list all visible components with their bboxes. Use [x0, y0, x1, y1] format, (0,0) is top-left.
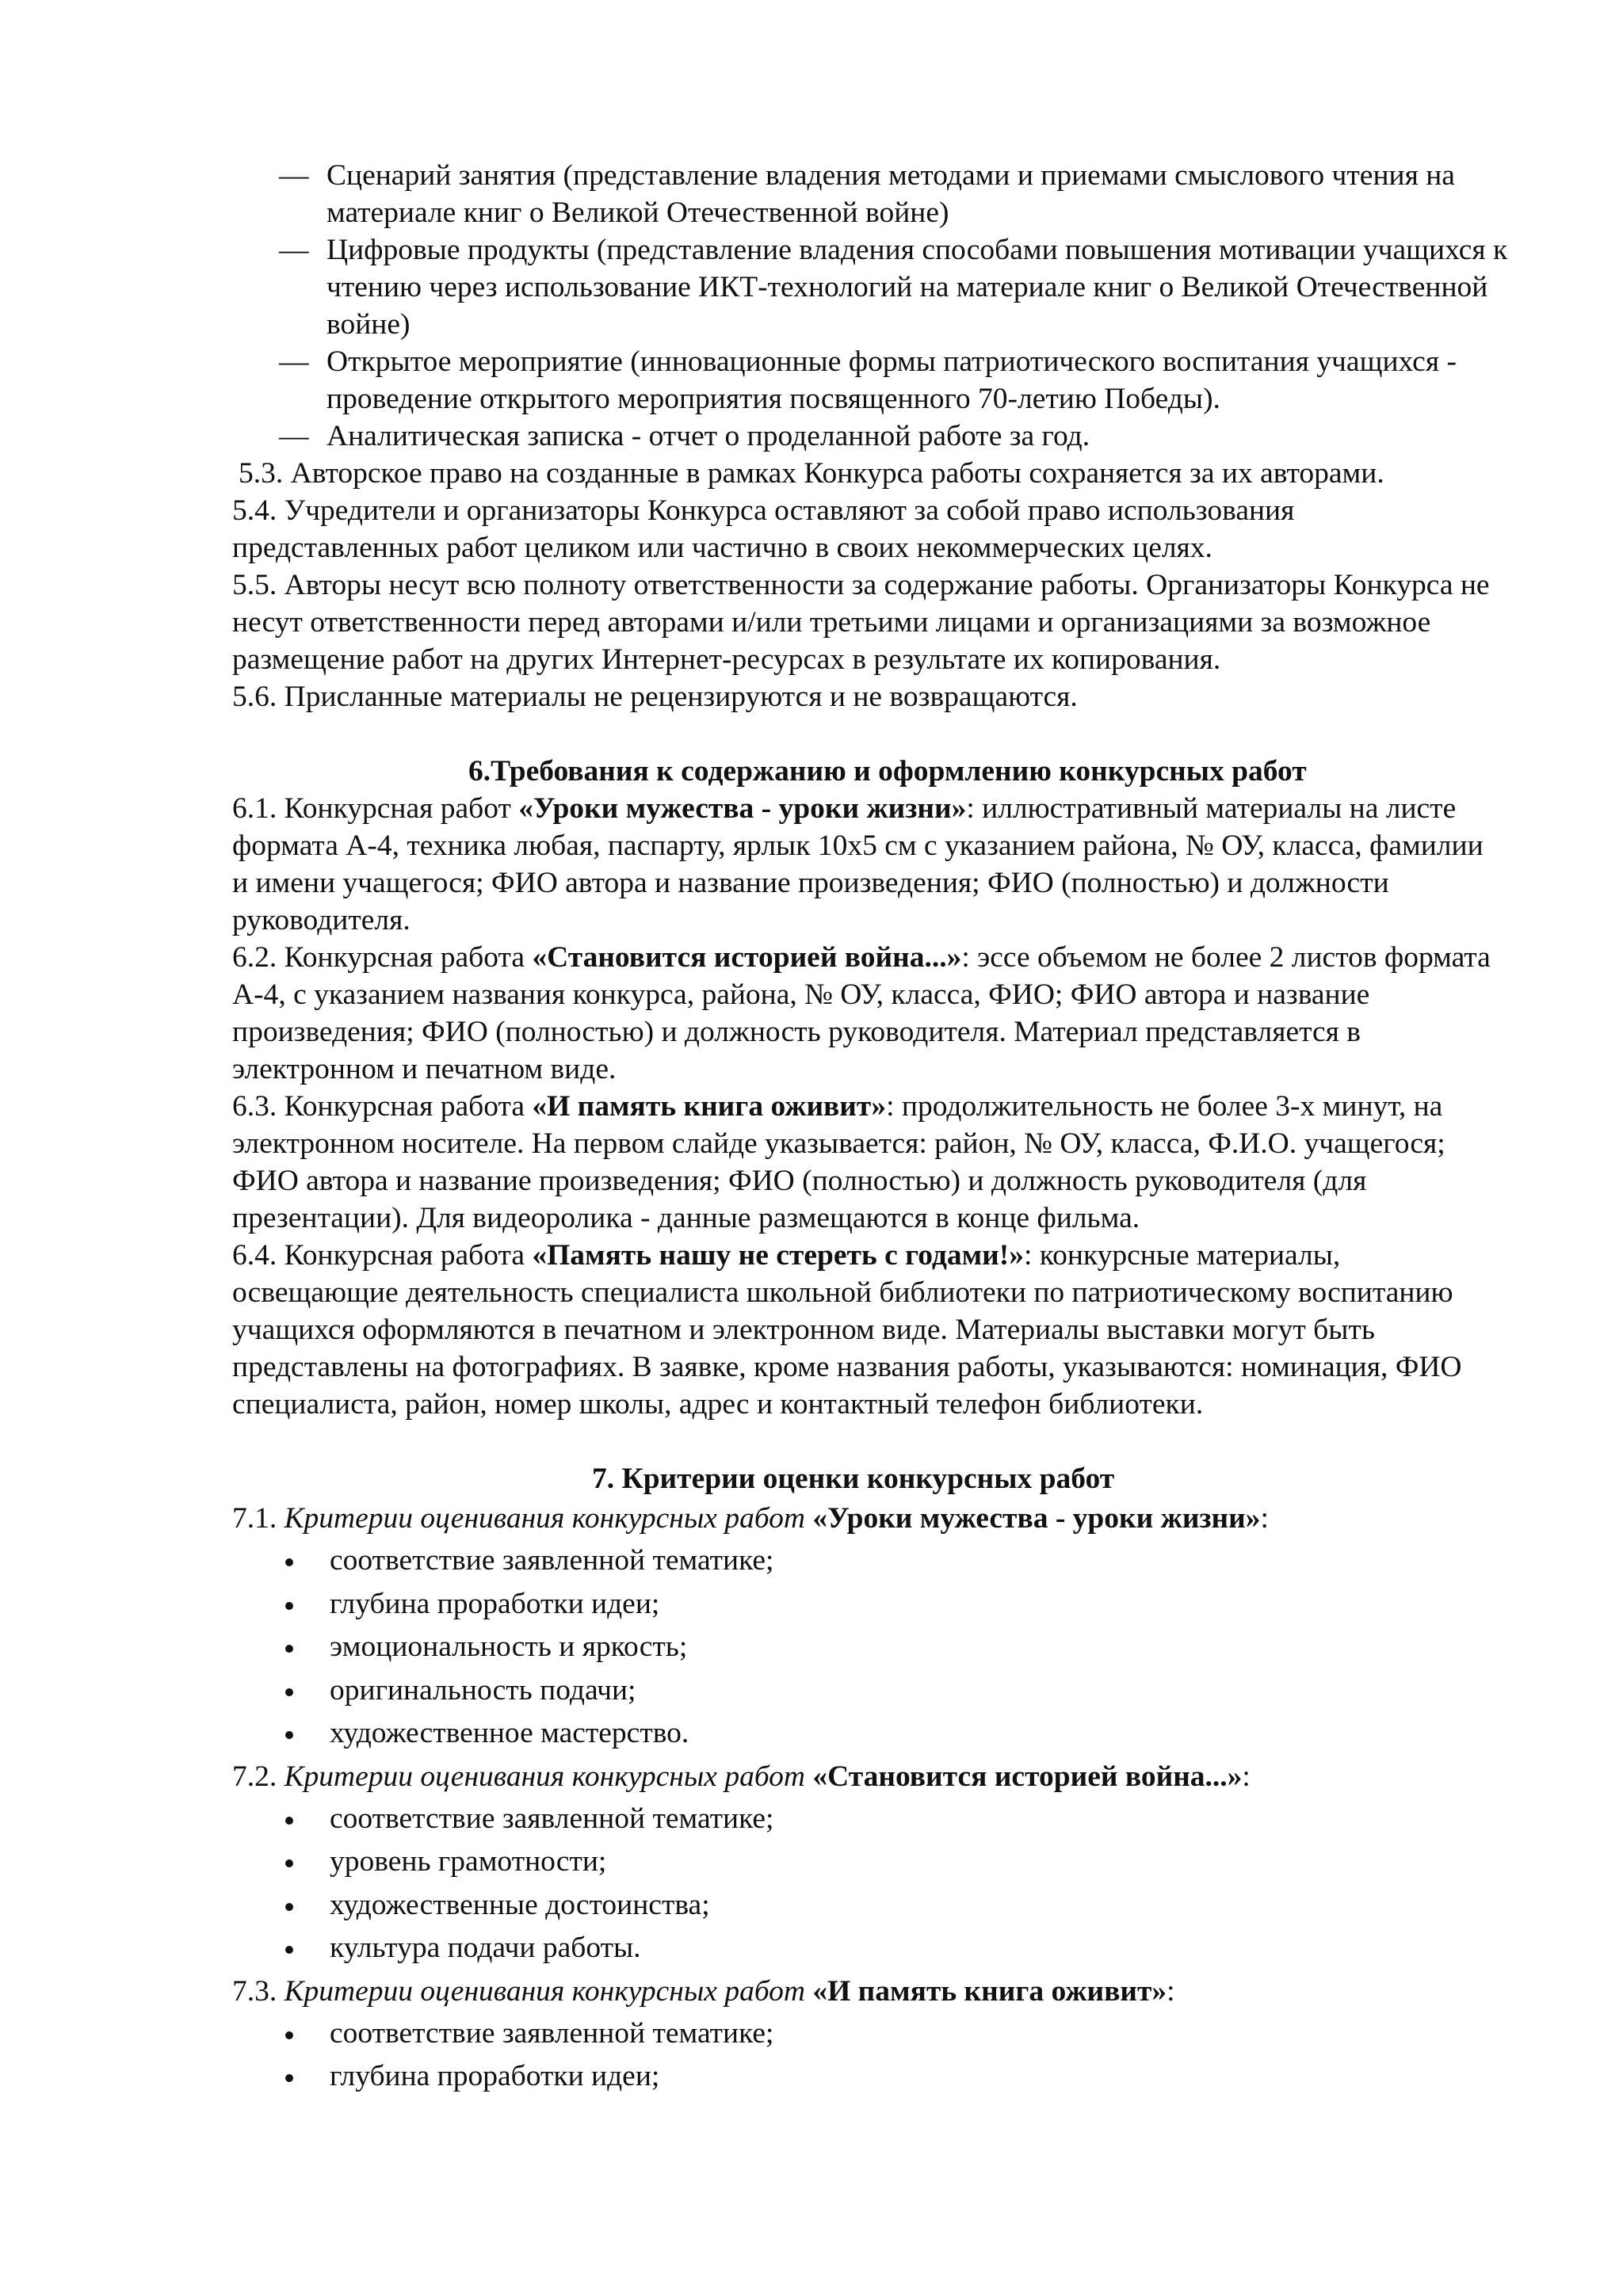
p62-prefix: 6.2. Конкурсная работа: [232, 941, 533, 974]
list-item: [0, 343, 1515, 418]
p64-text: : конкурсные материалы, освещающие деятельность специалиста школьной библиотеки по патриотическому воспитанию учащихся оформляются в печатном и электронном виде. Материалы выставки могут быть представлены на фотографиях. В заявке, кроме названия работы, указываются: номинация, ФИО специалиста, район, номер школы, адрес и контактный телефон библиотеки.: [232, 1239, 1462, 1421]
paragraph-5-3: 5.3. Авторское право на созданные в рамках Конкурса работы сохраняется за их авторами.: [239, 457, 1384, 490]
c71-title: «Уроки мужества - уроки жизни»: [812, 1502, 1261, 1535]
list-item-text: Цифровые продукты (представление владения способами повышения мотивации учащихся к чтению через использование ИКТ-технологий на материале книг о Великой Отечественной войне): [327, 234, 1508, 341]
bullet-icon: [285, 2074, 293, 2082]
bullet-icon: [285, 1602, 293, 1610]
spacer: [0, 1423, 1623, 1460]
criteria-7-3-title: [0, 1970, 1623, 2012]
bullet-icon: [285, 1903, 293, 1911]
list-item-text: глубина проработки идеи;: [330, 2060, 660, 2092]
bullet-icon: [285, 1946, 293, 1954]
p64-title: «Память нашу не стереть с годами!»: [532, 1239, 1024, 1272]
p61-prefix: 6.1. Конкурсная работ: [232, 792, 519, 825]
paragraph-6-2: [0, 939, 1500, 1088]
list-item-text: художественное мастерство.: [330, 1717, 689, 1749]
list-item-text: оригинальность подачи;: [330, 1673, 636, 1707]
bullet-icon: [285, 1558, 293, 1566]
list-item: [0, 1669, 1623, 1713]
list-item-text: культура подачи работы.: [330, 1932, 641, 1964]
list-item-text: соответствие заявленной тематике;: [330, 2016, 774, 2050]
paragraph-5-4: 5.4. Учредители и организаторы Конкурса оставляют за собой право использования представленных работ целиком или частично в своих некоммерческих целях.: [232, 494, 1295, 564]
list-item: [0, 1712, 1623, 1756]
dash-marker: —: [279, 159, 309, 192]
list-item: [0, 2055, 1623, 2099]
list-item-text: уровень грамотности;: [330, 1845, 607, 1878]
list-item-text: Открытое мероприятие (инновационные формы патриотического воспитания учащихся - проведение открытого мероприятия посвященного 70-летию Победы).: [327, 345, 1457, 415]
dash-marker: —: [279, 420, 309, 452]
list-item: [0, 1539, 1623, 1583]
c72-title: «Становится историей война...»: [812, 1760, 1243, 1793]
spacer: [0, 715, 1623, 753]
bullet-icon: [285, 1731, 293, 1739]
list-item-text: эмоциональность и яркость;: [330, 1630, 688, 1663]
p61-title: «Уроки мужества - уроки жизни»: [518, 792, 967, 825]
c73-colon: :: [1167, 1974, 1175, 2008]
criteria-7-2-list: [0, 1798, 1623, 1970]
list-item-text: художественные достоинства;: [330, 1888, 710, 1921]
p63-prefix: 6.3. Конкурсная работа: [232, 1090, 533, 1123]
p63-title: «И память книга оживит»: [532, 1090, 887, 1123]
section-7: [0, 1460, 1623, 2099]
list-item: [0, 418, 1515, 455]
dash-marker: —: [279, 234, 309, 266]
list-item: [0, 1626, 1623, 1669]
paragraph-5-6: 5.6. Присланные материалы не рецензируются и не возвращаются.: [232, 681, 1078, 713]
paragraph-6-4: [0, 1237, 1500, 1423]
paragraph-6-3: [0, 1088, 1500, 1237]
paragraph-5-5: 5.5. Авторы несут всю полноту ответственности за содержание работы. Организаторы Конкурса не несут ответственности перед авторами и/или третьими лицами и организациями за возможное размещение работ на других Интернет-ресурсах в результате их копирования.: [232, 569, 1490, 676]
p62-title: «Становится историей война...»: [532, 941, 962, 974]
bullet-icon: [285, 1688, 293, 1696]
c73-title: «И память книга оживит»: [812, 1974, 1167, 2008]
section-6-heading: 6.Требования к содержанию и оформлению конкурсных работ: [468, 755, 1307, 788]
list-item: [0, 1884, 1623, 1928]
c73-num: 7.3.: [232, 1974, 285, 2008]
c72-num: 7.2.: [232, 1760, 285, 1793]
c72-colon: :: [1242, 1760, 1251, 1793]
c71-num: 7.1.: [232, 1502, 285, 1535]
section-7-heading: 7. Критерии оценки конкурсных работ: [592, 1463, 1115, 1495]
bullet-icon: [285, 1817, 293, 1825]
criteria-7-2-title: [0, 1756, 1623, 1798]
dash-list: [0, 157, 1623, 455]
c71-label: Критерии оценивания конкурсных работ: [284, 1502, 813, 1535]
bullet-icon: [285, 1645, 293, 1653]
p63-text: : продолжительность не более 3-х минут, на электронном носителе. На первом слайде указывается: район, № ОУ, класса, Ф.И.О. учащегося; ФИО автора и название произведения; ФИО (полностью) и должность руководителя (для презентации). Для видеоролика - данные размещаются в конце фильма.: [232, 1090, 1445, 1234]
dash-marker: —: [279, 345, 309, 378]
submission-forms-list: [0, 157, 1623, 715]
list-item: [0, 1840, 1623, 1884]
list-item: [0, 157, 1515, 231]
c71-colon: :: [1260, 1502, 1269, 1535]
p61-text: : иллюстративный материалы на листе формата А-4, техника любая, паспарту, ярлык 10х5 см с указанием района, № ОУ, класса, фамилии и имени учащегося; ФИО автора и название произведения; ФИО (полностью) и должности руководителя.: [232, 792, 1484, 936]
bullet-icon: [285, 1859, 293, 1867]
criteria-7-1-title: [0, 1497, 1623, 1539]
bullet-icon: [285, 2031, 293, 2039]
list-item: [0, 1798, 1623, 1841]
list-item-text: Аналитическая записка - отчет о проделанной работе за год.: [327, 420, 1090, 452]
criteria-7-3-list: [0, 2012, 1623, 2099]
paragraph-6-1: [0, 790, 1500, 939]
list-item-text: соответствие заявленной тематике;: [330, 1544, 774, 1577]
list-item: [0, 2012, 1623, 2056]
c73-label: Критерии оценивания конкурсных работ: [284, 1974, 813, 2008]
p62-text: : эссе объемом не более 2 листов формата А-4, с указанием названия конкурса, района, № ОУ, класса, ФИО; ФИО автора и название произведения; ФИО (полностью) и должность руководителя. Материал представляется в электронном и печатном виде.: [232, 941, 1491, 1085]
list-item: [0, 1927, 1623, 1970]
section-6: [0, 753, 1623, 1423]
c72-label: Критерии оценивания конкурсных работ: [284, 1760, 813, 1793]
p64-prefix: 6.4. Конкурсная работа: [232, 1239, 533, 1272]
criteria-7-1-list: [0, 1539, 1623, 1756]
list-item: [0, 231, 1515, 343]
list-item-text: глубина проработки идеи;: [330, 1587, 660, 1620]
list-item-text: соответствие заявленной тематике;: [330, 1802, 774, 1835]
list-item-text: Сценарий занятия (представление владения методами и приемами смыслового чтения на материале книг о Великой Отечественной войне): [327, 159, 1455, 229]
list-item: [0, 1583, 1623, 1627]
